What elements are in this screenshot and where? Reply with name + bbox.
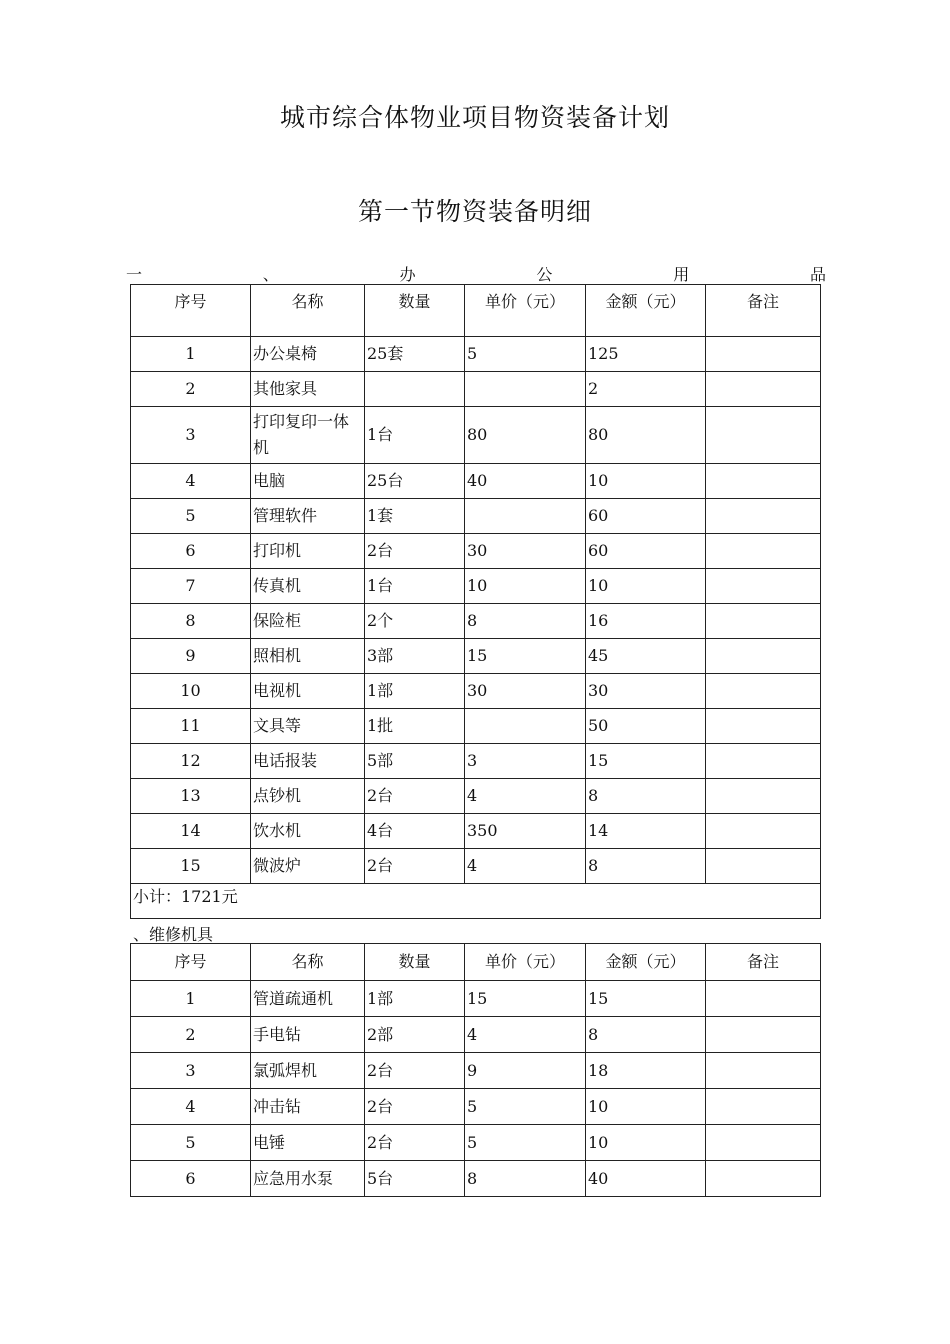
item-qty: 3部 [365, 639, 465, 674]
item-note [706, 569, 821, 604]
item-qty: 2台 [365, 849, 465, 884]
item-note [706, 814, 821, 849]
item-no: 3 [131, 1053, 251, 1089]
item-name: 传真机 [251, 569, 365, 604]
item-no: 6 [131, 534, 251, 569]
item-amount: 45 [586, 639, 706, 674]
item-no: 11 [131, 709, 251, 744]
item-note [706, 1053, 821, 1089]
item-price [465, 709, 586, 744]
office-supplies-table [130, 284, 821, 919]
table-row [131, 569, 821, 604]
item-note [706, 1125, 821, 1161]
item-no: 7 [131, 569, 251, 604]
item-no: 10 [131, 674, 251, 709]
item-note [706, 337, 821, 372]
item-name: 办公桌椅 [251, 337, 365, 372]
item-note [706, 1089, 821, 1125]
item-no: 6 [131, 1161, 251, 1197]
item-price: 5 [465, 337, 586, 372]
table-row [131, 1125, 821, 1161]
item-note [706, 674, 821, 709]
office-supplies-heading [126, 265, 826, 285]
item-amount: 8 [586, 1017, 706, 1053]
item-name: 电脑 [251, 464, 365, 499]
heading-char: 用 [673, 265, 690, 284]
table-row [131, 849, 821, 884]
table-row [131, 1053, 821, 1089]
item-price: 8 [465, 604, 586, 639]
item-price: 350 [465, 814, 586, 849]
item-amount: 18 [586, 1053, 706, 1089]
item-no: 5 [131, 499, 251, 534]
item-name: 打印复印一体机 [251, 407, 365, 464]
item-amount: 10 [586, 1089, 706, 1125]
item-qty: 2台 [365, 1125, 465, 1161]
item-qty: 25台 [365, 464, 465, 499]
item-qty: 25套 [365, 337, 465, 372]
table-header-row [131, 285, 821, 337]
item-no: 2 [131, 1017, 251, 1053]
item-note [706, 1161, 821, 1197]
subtotal-row [131, 884, 821, 919]
item-note [706, 709, 821, 744]
item-name: 电锤 [251, 1125, 365, 1161]
item-qty: 1批 [365, 709, 465, 744]
heading-char: 办 [399, 265, 416, 284]
heading-char: 品 [809, 265, 826, 284]
item-note [706, 372, 821, 407]
item-price [465, 499, 586, 534]
header-no: 序号 [131, 944, 251, 981]
table-row [131, 1017, 821, 1053]
table-row [131, 407, 821, 464]
item-qty: 2个 [365, 604, 465, 639]
item-note [706, 639, 821, 674]
item-name: 文具等 [251, 709, 365, 744]
item-name: 饮水机 [251, 814, 365, 849]
header-price: 单价（元） [465, 944, 586, 981]
item-note [706, 1017, 821, 1053]
document-title: 城市综合体物业项目物资装备计划 [279, 103, 670, 132]
header-qty: 数量 [365, 285, 465, 337]
item-qty: 2台 [365, 534, 465, 569]
item-note [706, 534, 821, 569]
item-note [706, 849, 821, 884]
table-row [131, 709, 821, 744]
section-title: 第一节物资装备明细 [357, 197, 592, 226]
item-qty [365, 372, 465, 407]
table-row [131, 464, 821, 499]
item-no: 13 [131, 779, 251, 814]
header-amount: 金额（元） [586, 285, 706, 337]
table-row [131, 744, 821, 779]
header-no: 序号 [131, 285, 251, 337]
item-no: 8 [131, 604, 251, 639]
item-note [706, 464, 821, 499]
item-qty: 4台 [365, 814, 465, 849]
item-note [706, 779, 821, 814]
item-name: 冲击钻 [251, 1089, 365, 1125]
item-price: 10 [465, 569, 586, 604]
item-name: 保险柜 [251, 604, 365, 639]
item-qty: 1部 [365, 981, 465, 1017]
item-qty: 5部 [365, 744, 465, 779]
table-row [131, 372, 821, 407]
item-name: 打印机 [251, 534, 365, 569]
maintenance-tools-table [130, 943, 821, 1197]
maintenance-tools-heading: 、维修机具 [133, 925, 214, 944]
item-price: 5 [465, 1089, 586, 1125]
item-no: 2 [131, 372, 251, 407]
header-name: 名称 [251, 285, 365, 337]
item-amount: 10 [586, 1125, 706, 1161]
item-name: 其他家具 [251, 372, 365, 407]
item-amount: 50 [586, 709, 706, 744]
item-no: 14 [131, 814, 251, 849]
header-amount: 金额（元） [586, 944, 706, 981]
item-note [706, 499, 821, 534]
table-row [131, 337, 821, 372]
item-amount: 2 [586, 372, 706, 407]
item-amount: 40 [586, 1161, 706, 1197]
item-price: 4 [465, 1017, 586, 1053]
item-no: 3 [131, 407, 251, 464]
item-price: 3 [465, 744, 586, 779]
item-amount: 15 [586, 981, 706, 1017]
item-name: 应急用水泵 [251, 1161, 365, 1197]
table-row [131, 814, 821, 849]
item-name: 氯弧焊机 [251, 1053, 365, 1089]
table-header-row [131, 944, 821, 981]
heading-char: 一 [126, 265, 143, 284]
item-no: 15 [131, 849, 251, 884]
item-amount: 125 [586, 337, 706, 372]
item-note [706, 981, 821, 1017]
item-price: 5 [465, 1125, 586, 1161]
item-no: 4 [131, 1089, 251, 1125]
item-amount: 8 [586, 849, 706, 884]
item-price: 8 [465, 1161, 586, 1197]
item-qty: 1部 [365, 674, 465, 709]
item-amount: 60 [586, 534, 706, 569]
header-qty: 数量 [365, 944, 465, 981]
item-price: 40 [465, 464, 586, 499]
item-name: 电视机 [251, 674, 365, 709]
item-amount: 60 [586, 499, 706, 534]
table-row [131, 981, 821, 1017]
item-price: 4 [465, 779, 586, 814]
subtotal: 小计：1721元 [131, 884, 821, 919]
item-name: 电话报装 [251, 744, 365, 779]
item-amount: 10 [586, 569, 706, 604]
item-amount: 8 [586, 779, 706, 814]
item-price: 15 [465, 639, 586, 674]
item-amount: 16 [586, 604, 706, 639]
item-no: 12 [131, 744, 251, 779]
item-name: 管理软件 [251, 499, 365, 534]
item-price [465, 372, 586, 407]
item-qty: 2台 [365, 779, 465, 814]
header-name: 名称 [251, 944, 365, 981]
item-name: 微波炉 [251, 849, 365, 884]
table-row [131, 499, 821, 534]
item-qty: 1套 [365, 499, 465, 534]
item-amount: 80 [586, 407, 706, 464]
item-qty: 2台 [365, 1053, 465, 1089]
item-no: 1 [131, 981, 251, 1017]
item-no: 4 [131, 464, 251, 499]
table-row [131, 1089, 821, 1125]
table-row [131, 604, 821, 639]
item-amount: 15 [586, 744, 706, 779]
item-amount: 30 [586, 674, 706, 709]
item-qty: 2台 [365, 1089, 465, 1125]
item-amount: 10 [586, 464, 706, 499]
item-price: 15 [465, 981, 586, 1017]
item-name: 管道疏通机 [251, 981, 365, 1017]
item-name: 手电钻 [251, 1017, 365, 1053]
table-row [131, 779, 821, 814]
item-no: 5 [131, 1125, 251, 1161]
item-price: 30 [465, 674, 586, 709]
item-price: 9 [465, 1053, 586, 1089]
heading-char: 、 [262, 265, 279, 284]
item-qty: 2部 [365, 1017, 465, 1053]
table-row [131, 674, 821, 709]
table-row [131, 534, 821, 569]
item-note [706, 407, 821, 464]
heading-char: 公 [536, 265, 553, 284]
header-note: 备注 [706, 944, 821, 981]
item-price: 30 [465, 534, 586, 569]
header-note: 备注 [706, 285, 821, 337]
item-name: 点钞机 [251, 779, 365, 814]
item-note [706, 744, 821, 779]
item-no: 1 [131, 337, 251, 372]
item-qty: 1台 [365, 407, 465, 464]
header-price: 单价（元） [465, 285, 586, 337]
item-amount: 14 [586, 814, 706, 849]
item-name: 照相机 [251, 639, 365, 674]
table-row [131, 639, 821, 674]
item-note [706, 604, 821, 639]
item-qty: 1台 [365, 569, 465, 604]
item-price: 80 [465, 407, 586, 464]
item-no: 9 [131, 639, 251, 674]
table-row [131, 1161, 821, 1197]
item-qty: 5台 [365, 1161, 465, 1197]
item-price: 4 [465, 849, 586, 884]
